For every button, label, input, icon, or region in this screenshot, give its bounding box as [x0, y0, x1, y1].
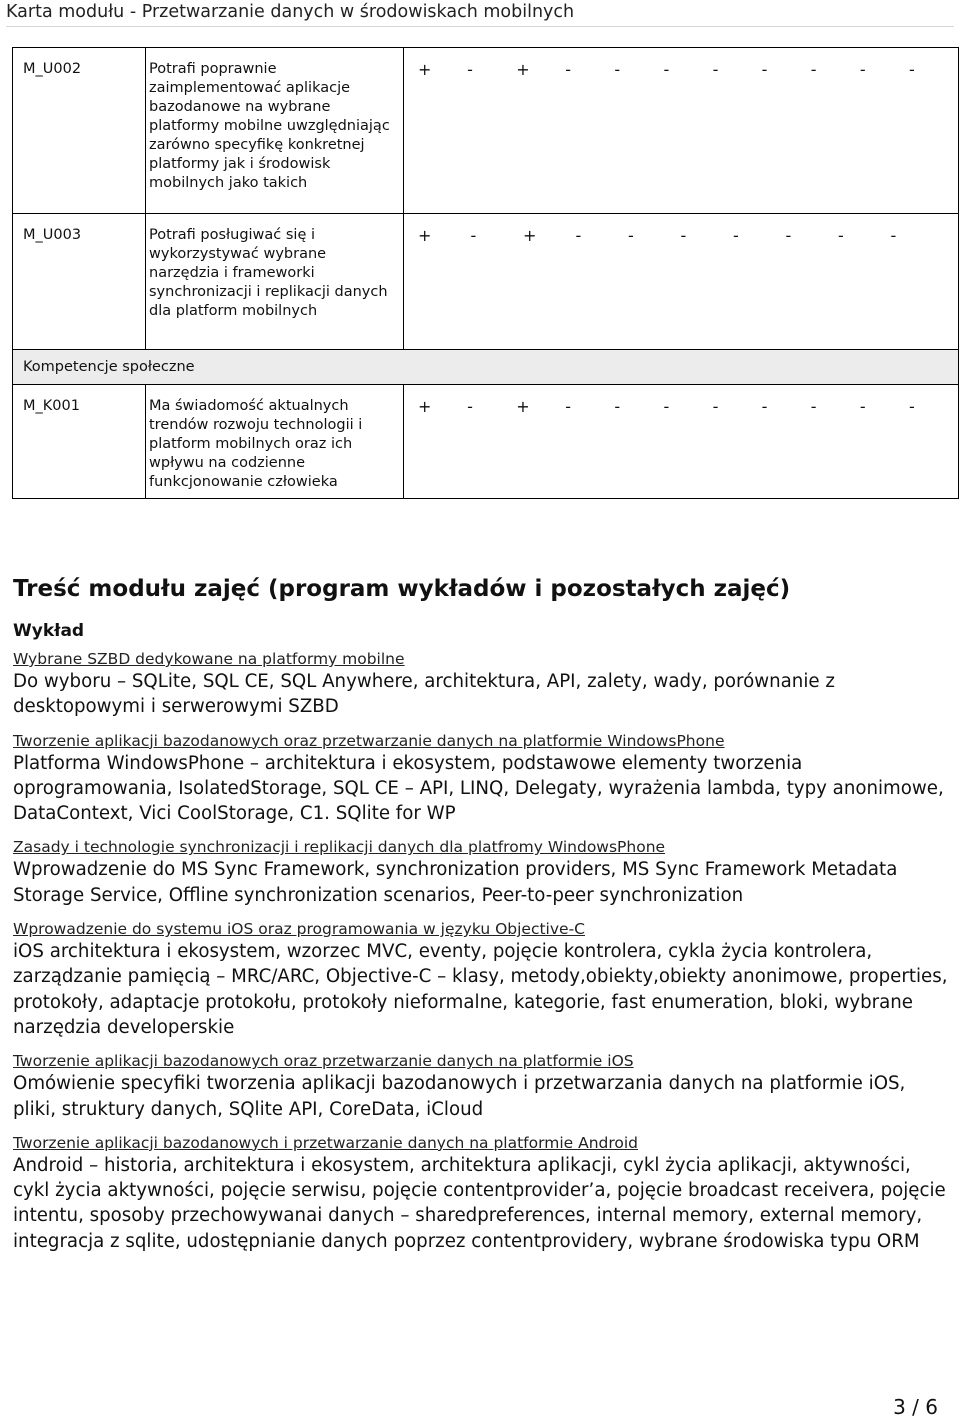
- effect-mark: +: [418, 60, 432, 79]
- topic-body: Platforma WindowsPhone – architektura i ekosystem, podstawowe elementy tworzenia oprogramowania, IsolatedStorage, SQL CE – API, LINQ, Delegaty, wyrażenia lambda, typy anonimowe, DataContext, Vici CoolStorage, C1. SQlite for WP: [13, 752, 944, 825]
- effect-description: Potrafi posługiwać się i wykorzystywać wybrane narzędzia i frameworki synchronizacji i replikacji danych dla platform mobilnych: [146, 214, 404, 350]
- effect-mark: -: [838, 226, 844, 245]
- topic-title: Tworzenie aplikacji bazodanowych i przetwarzanie danych na platformie Android: [13, 1133, 639, 1152]
- topic-item: [13, 838, 948, 908]
- topic-item: [13, 1134, 948, 1254]
- effect-mark: -: [575, 226, 582, 245]
- effect-mark: -: [908, 397, 915, 416]
- effect-marks: [404, 48, 959, 214]
- section-row: [13, 350, 959, 385]
- effect-description: Ma świadomość aktualnych trendów rozwoju technologii i platform mobilnych oraz ich wpływu na codzienne funkcjonowanie człowieka: [146, 385, 404, 499]
- effect-code: M_K001: [13, 385, 146, 499]
- effect-mark: -: [712, 397, 719, 416]
- learning-effects-table: [12, 47, 959, 499]
- table-row: [13, 48, 959, 214]
- effect-mark: -: [761, 60, 768, 79]
- effect-mark: -: [785, 226, 792, 245]
- content-heading: Treść modułu zajęć (program wykładów i pozostałych zajęć): [13, 576, 791, 602]
- effect-mark: -: [733, 226, 739, 245]
- topic-title: Tworzenie aplikacji bazodanowych oraz przetwarzanie danych na platformie iOS: [13, 1052, 634, 1071]
- table-row: [13, 385, 959, 499]
- lecture-subheading: Wykład: [13, 621, 85, 641]
- topic-title: Zasady i technologie synchronizacji i replikacji danych dla platfromy WindowsPhone: [13, 838, 666, 857]
- effect-mark: -: [663, 397, 670, 416]
- table-row: [13, 214, 959, 350]
- section-label: Kompetencje społeczne: [13, 350, 959, 385]
- effect-mark: -: [628, 226, 634, 245]
- effect-mark: -: [810, 397, 817, 416]
- effect-mark: -: [761, 397, 768, 416]
- effect-mark: -: [565, 60, 572, 79]
- topic-body: Do wyboru – SQLite, SQL CE, SQL Anywhere, architektura, API, zalety, wady, porównanie z desktopowymi i serwerowymi SZBD: [13, 671, 835, 718]
- effect-mark: -: [614, 397, 621, 416]
- page-number: 3 / 6: [893, 1395, 938, 1419]
- topic-body: Wprowadzenie do MS Sync Framework, synchronization providers, MS Sync Framework Metadata Storage Service, Offline synchronization scenarios, Peer-to-peer synchronization: [13, 859, 898, 906]
- effect-mark: -: [859, 397, 866, 416]
- effect-mark: +: [523, 226, 537, 245]
- effect-mark: -: [614, 60, 621, 79]
- effect-mark: -: [663, 60, 670, 79]
- topic-body: iOS architektura i ekosystem, wzorzec MVC, eventy, pojęcie kontrolera, cykla życia kontrolera, zarządzanie pamięcią – MRC/ARC, Objective-C – klasy, metody,obiekty,obiekty anonimowe, properties, protokoły, adaptacje protokołu, protokoły nieformalne, kategorie, fast enumeration, bloki, wybrane narzędzia developerskie: [13, 941, 948, 1038]
- effect-mark: +: [418, 226, 432, 245]
- document-title: Karta modułu - Przetwarzanie danych w środowiskach mobilnych: [6, 2, 575, 22]
- effect-mark: -: [890, 226, 897, 245]
- effect-description: Potrafi poprawnie zaimplementować aplikacje bazodanowe na wybrane platformy mobilne uwzględniając zarówno specyfikę konkretnej platformy jak i środowisk mobilnych jako takich: [146, 48, 404, 214]
- effect-mark: -: [712, 60, 719, 79]
- topic-item: [13, 650, 948, 720]
- page-header: [6, 0, 954, 27]
- effect-mark: -: [470, 226, 477, 245]
- effect-mark: -: [810, 60, 817, 79]
- topics-list: [13, 650, 948, 1254]
- effect-mark: +: [516, 60, 530, 79]
- topic-title: Tworzenie aplikacji bazodanowych oraz przetwarzanie danych na platformie WindowsPhone: [13, 731, 725, 750]
- effect-mark: -: [859, 60, 866, 79]
- topic-item: [13, 920, 948, 1040]
- effect-mark: -: [467, 397, 473, 416]
- effect-code: M_U002: [13, 48, 146, 214]
- effect-mark: -: [565, 397, 572, 416]
- effect-marks: [404, 385, 959, 499]
- topic-body: Omówienie specyfiki tworzenia aplikacji bazodanowych i przetwarzania danych na platformie iOS, pliki, struktury danych, SQlite API, CoreData, iCloud: [13, 1073, 906, 1120]
- topic-title: Wprowadzenie do systemu iOS oraz programowania w języku Objective-C: [13, 920, 585, 939]
- effect-mark: -: [680, 226, 687, 245]
- topic-title: Wybrane SZBD dedykowane na platformy mobilne: [13, 650, 405, 668]
- effect-code: M_U003: [13, 214, 146, 350]
- topic-body: Android – historia, architektura i ekosystem, architektura aplikacji, cykl życia aplikacji, aktywności, cykl życia aktywności, pojęcie serwisu, pojęcie contentprovider’a, pojęcie broadcast receivera, pojęcie intentu, sposoby przechowywanai danych – sharedpreferences, internal memory, external memory, integracja z sqlite, udostępnianie danych poprzez contentprovidery, wybrane środowiska typu ORM: [13, 1154, 946, 1252]
- effect-marks: [404, 214, 959, 350]
- topic-item: [13, 1052, 948, 1122]
- topic-item: [13, 732, 948, 827]
- module-content: [13, 572, 948, 1254]
- effect-mark: -: [467, 60, 473, 79]
- effect-mark: +: [516, 397, 530, 416]
- effect-mark: -: [908, 60, 915, 79]
- effect-mark: +: [418, 397, 432, 416]
